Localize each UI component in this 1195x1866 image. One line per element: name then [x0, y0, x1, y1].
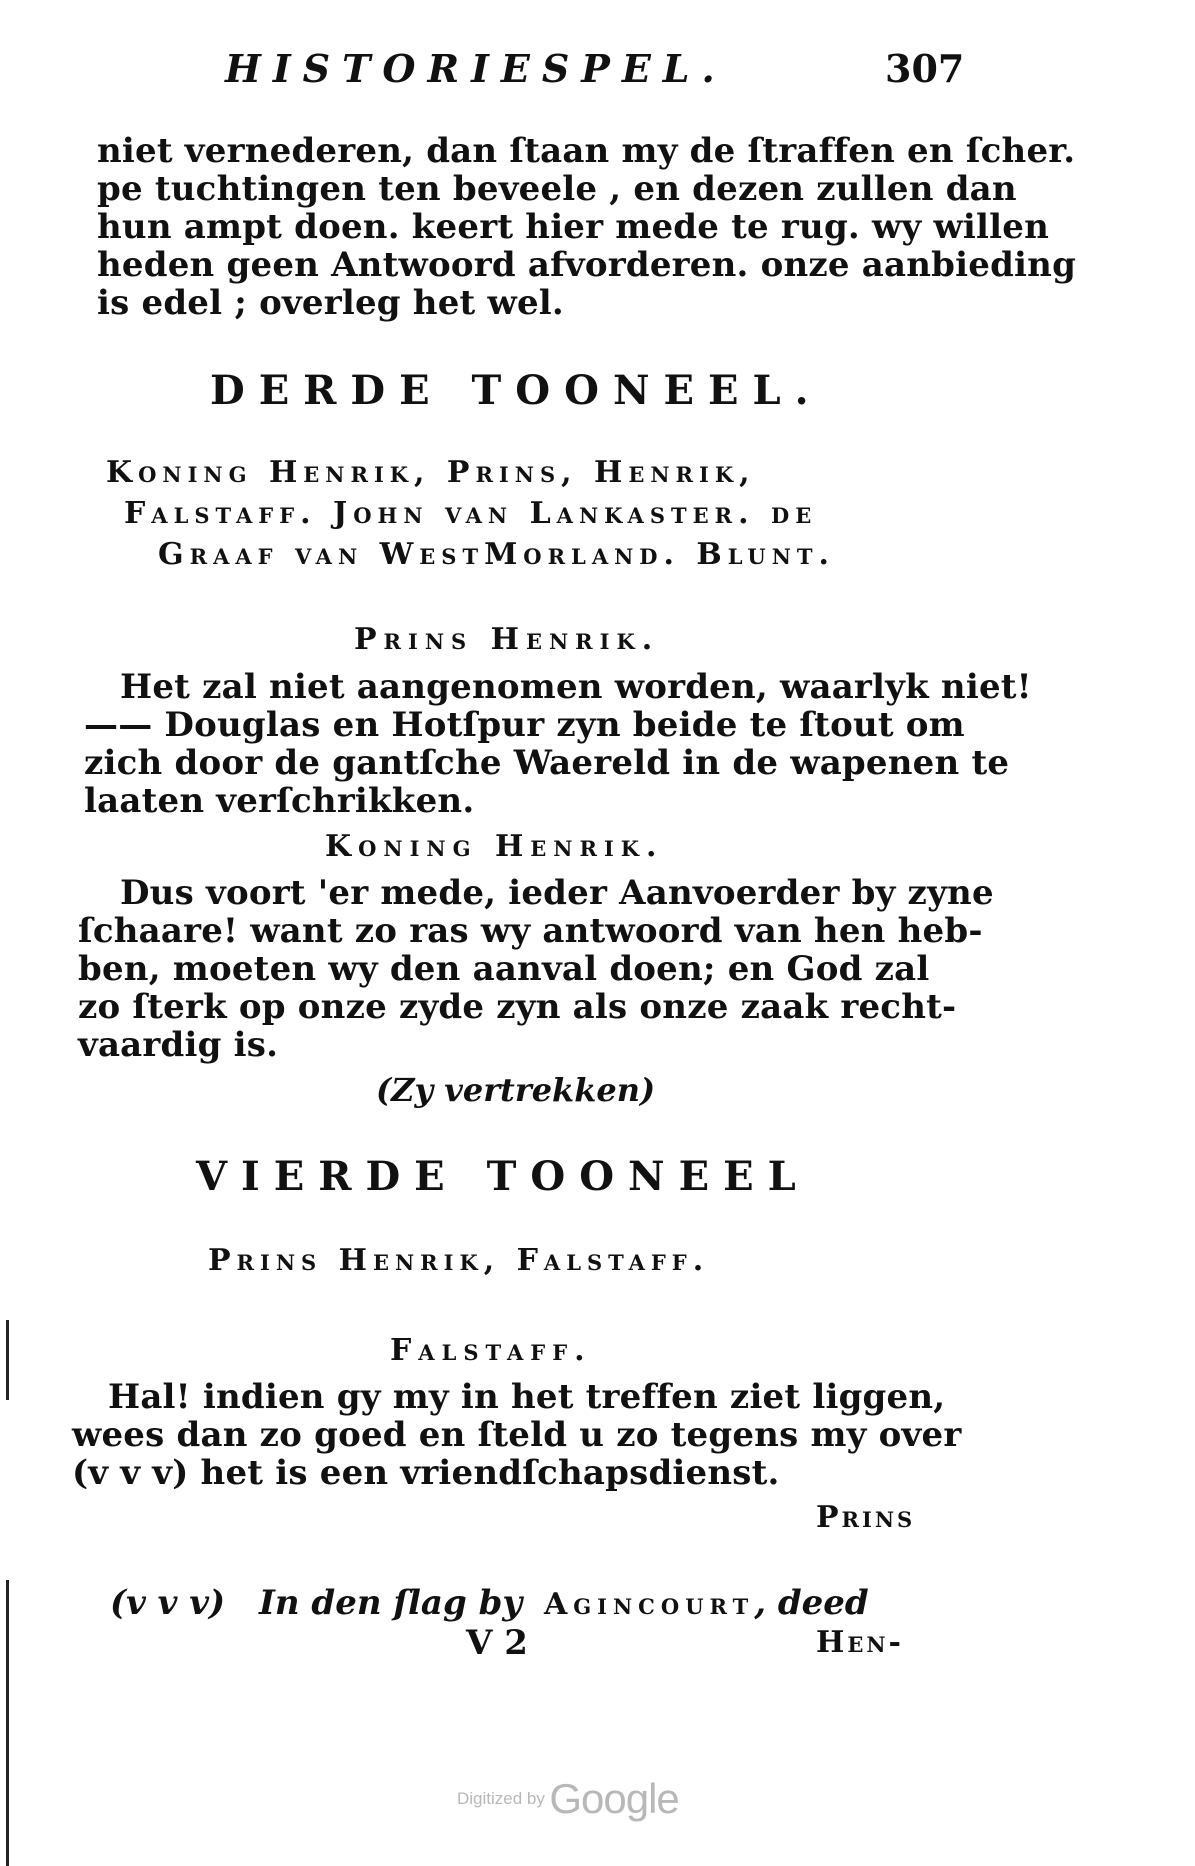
text-line: (v v v) het is een vriendſchapsdienst. [72, 1453, 780, 1493]
cast-line: Falstaff. John van Lankaster. de [124, 496, 818, 531]
text-line: ſchaare! want zo ras wy antwoord van hen heb- [78, 911, 983, 951]
scene-title-vierde: VIERDE TOONEEL [196, 1153, 810, 1200]
digitized-by-google-watermark [457, 1775, 679, 1823]
scene-title-derde: DERDE TOONEEL. [210, 367, 823, 414]
text-line: ben, moeten wy den aanval doen; en God zal [78, 949, 930, 989]
cast-line: Prins Henrik, Falstaff. [208, 1243, 710, 1278]
text-line: heden geen Antwoord afvorderen. onze aanbieding [97, 245, 1077, 285]
text-line: hun ampt doen. keert hier mede te rug. wy willen [97, 207, 1050, 247]
text-line: Hal! indien gy my in het treffen ziet liggen, [108, 1377, 946, 1417]
text-line: zich door de gantſche Waereld in de wapenen te [84, 743, 1010, 783]
watermark-prefix: Digitized by [457, 1789, 545, 1808]
text-line: pe tuchtingen ten beveele , en dezen zullen dan [97, 169, 1017, 209]
signature-mark: V 2 [466, 1623, 528, 1663]
speaker-koning-henrik: Koning Henrik. [325, 829, 664, 864]
text-line: —— Douglas en Hotſpur zyn beide te ſtout om [84, 705, 965, 745]
cast-line: Graaf van WestMorland. Blunt. [158, 537, 835, 572]
footnote-place: Agincourt [543, 1587, 755, 1622]
google-logo: Google [549, 1775, 679, 1822]
speaker-falstaff: Falstaff. [390, 1333, 592, 1368]
text-line: zo ſterk op onze zyde zyn als onze zaak recht- [78, 987, 957, 1027]
text-line: Het zal niet aangenomen worden, waarlyk niet! [120, 667, 1032, 707]
cast-line: Koning Henrik, Prins, Henrik, [106, 455, 756, 490]
speaker-prins-henrik: Prins Henrik. [354, 622, 660, 657]
text-line: wees dan zo goed en ſteld u zo tegens my over [72, 1415, 962, 1455]
text-line: vaardig is. [78, 1025, 279, 1065]
left-margin-rule [6, 1580, 9, 1866]
footnote-line [110, 1583, 869, 1623]
footnote-text: In den ſlag by [258, 1583, 523, 1623]
page-number: 307 [885, 46, 965, 91]
text-line: laaten verſchrikken. [84, 781, 475, 821]
footnote-tail: , deed [754, 1583, 869, 1623]
stage-direction: (Zy vertrekken) [376, 1071, 656, 1109]
catchword: Prins [816, 1500, 916, 1535]
running-head: HISTORIESPEL. [225, 46, 727, 91]
text-line: is edel ; overleg het wel. [97, 283, 564, 323]
text-line: niet vernederen, dan ſtaan my de ſtraffen en ſcher. [97, 131, 1076, 171]
text-line: Dus voort 'er mede, ieder Aanvoerder by zyne [120, 873, 994, 913]
footnote-marker: (v v v) [110, 1583, 226, 1623]
left-margin-rule [6, 1320, 9, 1400]
footer-catchword: Hen- [816, 1625, 904, 1660]
